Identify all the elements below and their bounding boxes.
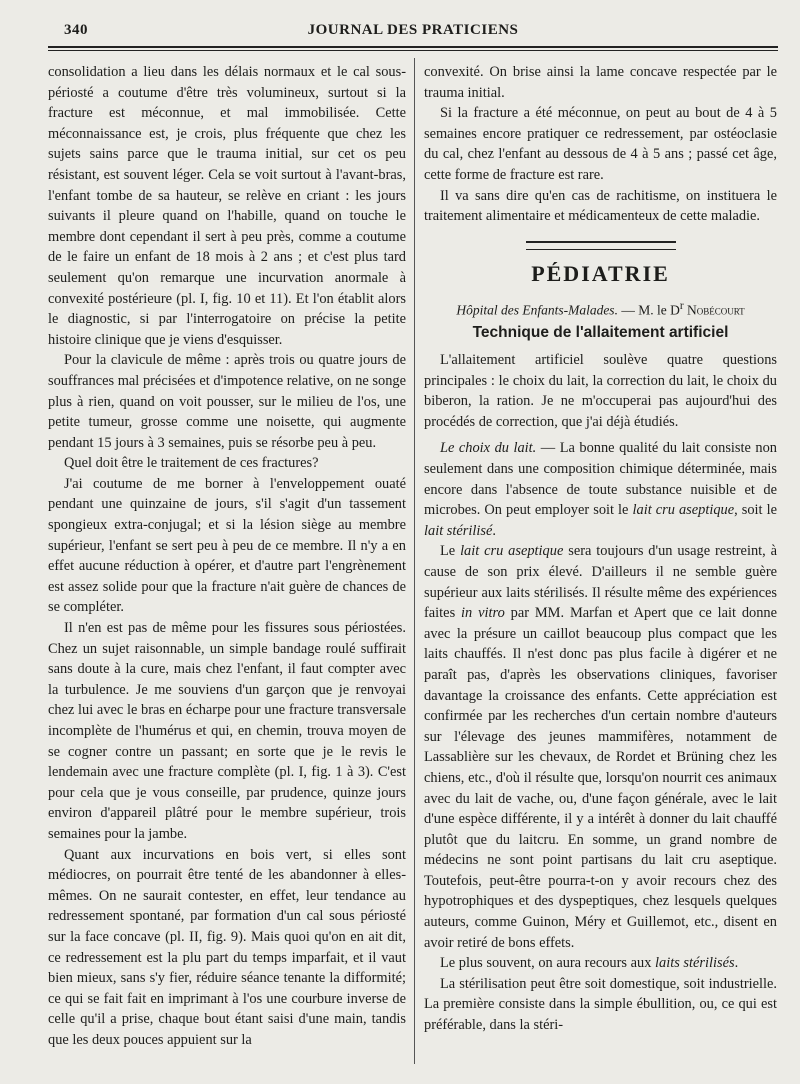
paragraph: La stérilisation peut être soit domestique, soit industrielle. La première consiste dans la simple ébullition, ou, ce qui est préférable, dans la stéri- <box>424 975 777 1034</box>
section-title: PÉDIATRIE <box>531 260 670 286</box>
column-divider <box>414 58 415 1064</box>
byline-sup: r <box>679 300 684 313</box>
paragraph: Si la fracture a été méconnue, on peut au bout de 4 à 5 semaines encore pratiquer ce redressement, par ostéoclasie du cal, chez l'enfant au dessous de 4 à 5 ans ; passé cet âge, cette forme de fracture est rare. <box>424 105 777 183</box>
paragraph: Pour la clavicule de même : après trois ou quatre jours de souffrances mal précisées et d'impotence relative, on ne songe plus à rien, quand on voit pousser, sur le milieu de l'os, une petite tumeur, grosse comme une noisette, qui augmente pendant 15 jours à 3 semaines, puis se résorbe peu à peu. <box>48 352 406 451</box>
paragraph: J'ai coutume de me borner à l'enveloppement ouaté pendant une quinzaine de jours, s'il s'agit d'un tassement spongieux extra-conjugal; et si la lésion siège au membre supérieur, l'enfant se sert peu à peu de ce membre. Il n'y a en effet aucune réduction à opérer, et d'autre part l'engrènement est assez solide pour que la fracture n'ait guère de chances de se compléter. <box>48 475 406 616</box>
running-header <box>48 22 778 44</box>
journal-title: JOURNAL DES PRATICIENS <box>307 22 519 38</box>
byline-hospital: Hôpital des Enfants-Malades. <box>456 302 618 318</box>
paragraph: Il n'en est pas de même pour les fissures sous périostées. Chez un sujet raisonnable, un simple bandage roulé suffirait sans doute à la cure, mais chez l'enfant, il faut compter avec la turbulence. Je me souviens d'un garçon que je renvoyai chez lui avec le bras en écharpe pour une fracture transversale incomplète de l'humérus et qui, en chemin, trouva moyen de se cogner contre un passant; en sorte que je le revis le lendemain avec une fracture complète (pl. I, fig. 1 à 3). C'est pour cela que je vous conseille, par prudence, quinze jours environ d'appareil plâtré pour le membre supérieur, trois semaines pour la jambe. <box>48 620 406 842</box>
paragraph: Le choix du lait. — La bonne qualité du lait consiste non seulement dans une composition chimique déterminée, mais encore dans l'absence de toute substance nuisible et de microbes. On peut employer soit le lait cru aseptique, soit le lait stérilisé. <box>424 440 777 539</box>
paragraph: consolidation a lieu dans les délais normaux et le cal sous-périosté a coutume d'être très volumineux, surtout si la fracture est méconnue, et mal immobilisée. Cette méconnaissance est, je crois, plus fréquente que chez les sujets sains parce que le trauma initial, sur cet os peu résistant, est souvent léger. Cela se voit surtout à l'avant-bras, l'enfant tombe de sa hauteur, se relève en criant : les jours suivants il pleure quand on l'habille, quand on touche le membre dont cependant il sert à peu près, comme a coutume de le faire un enfant de 18 mois à 2 ans ; et c'est plus tard seulement qu'on remarque une incurvation anormale à convexité postérieure (pl. I, fig. 10 et 11). Et l'on établit alors le diagnostic, si par l'interrogatoire on précise la petite histoire clinique que je viens d'esquisser. <box>48 64 406 348</box>
byline-dash: — M. le D <box>617 302 680 318</box>
paragraph: Le plus souvent, on aura recours aux laits stérilisés. <box>440 955 739 972</box>
paragraph: Le lait cru aseptique sera toujours d'un usage restreint, à cause de son prix élevé. D'ailleurs il ne semble guère supérieur aux laits stérilisés. Il résulte même des expériences faites in vitro par MM. Marfan et Apert que ce lait donne avec la présure un caillot beaucoup plus compact que les laits chauffés. Il n'est donc pas plus facile à digérer et ne paraît pas, d'après les observations cliniques, favoriser davantage la croissance des enfants. Cette appréciation est confirmée par les recherches d'un certain nombre d'auteurs sur l'élevage des jeunes mammifères, notamment de Lassablière sur les chevaux, de Rordet et Brüning chez les chiens, etc., d'où il résulte que, lorsqu'on nourrit ces animaux avec du lait de vache, ou, d'une façon générale, avec le lait d'une espèce différente, il y a intérêt à donner du lait chauffé plutôt que du laitcru. En somme, un grand nombre de médecins ne sont point partisans du lait cru aseptique. Toutefois, peut-être pourra-t-on y avoir recours chez des hypotrophiques et des dyspeptiques, chez lesquels quelques auteurs, comme Guinon, Méry et Guillemot, etc., disent en avoir retiré de bons effets. <box>424 543 777 951</box>
section-rule <box>526 241 676 250</box>
article-byline <box>424 296 777 321</box>
paragraph-lead: Le choix du lait. <box>440 440 537 457</box>
left-column <box>48 62 406 1051</box>
paragraph: Quant aux incurvations en bois vert, si elles sont médiocres, on pourrait être tenté de les abandonner à elles-mêmes. On ne saurait contester, en effet, leur tendance au redressement spontané, par formation d'un cal sous périosté sur la face concave (pl. II, fig. 9). Mais quoi qu'on en ait dit, ce redressement est la plu part du temps imparfait, et il vaut bien mieux, sans s'y fier, réduire séance tenante la difformité; ce qui se fait fait en imprimant à l'os une courbure inverse de celle qu'il a prise, chaque bout étant saisi d'une main, tandis que les deux pouces appuient sur la <box>48 846 406 1048</box>
page-number: 340 <box>64 22 88 38</box>
right-column <box>424 62 777 1036</box>
byline-author: Nobécourt <box>686 302 745 318</box>
paragraph: Quel doit être le traitement de ces fractures? <box>64 455 319 472</box>
paragraph: convexité. On brise ainsi la lame concave respectée par le trauma initial. <box>424 64 777 101</box>
paragraph: Il va sans dire qu'en cas de rachitisme, on instituera le traitement alimentaire et médicamenteux de cette maladie. <box>424 187 777 225</box>
paragraph: L'allaitement artificiel soulève quatre questions principales : le choix du lait, la correction du lait, le choix du biberon, la ration. Je ne m'occuperai pas aujourd'hui des procédés de correction, que j'ai déjà étudiés. <box>424 352 777 430</box>
header-rule <box>48 46 778 48</box>
header-rule-thin <box>48 50 778 51</box>
article-title: Technique de l'allaitement artificiel <box>472 324 729 342</box>
